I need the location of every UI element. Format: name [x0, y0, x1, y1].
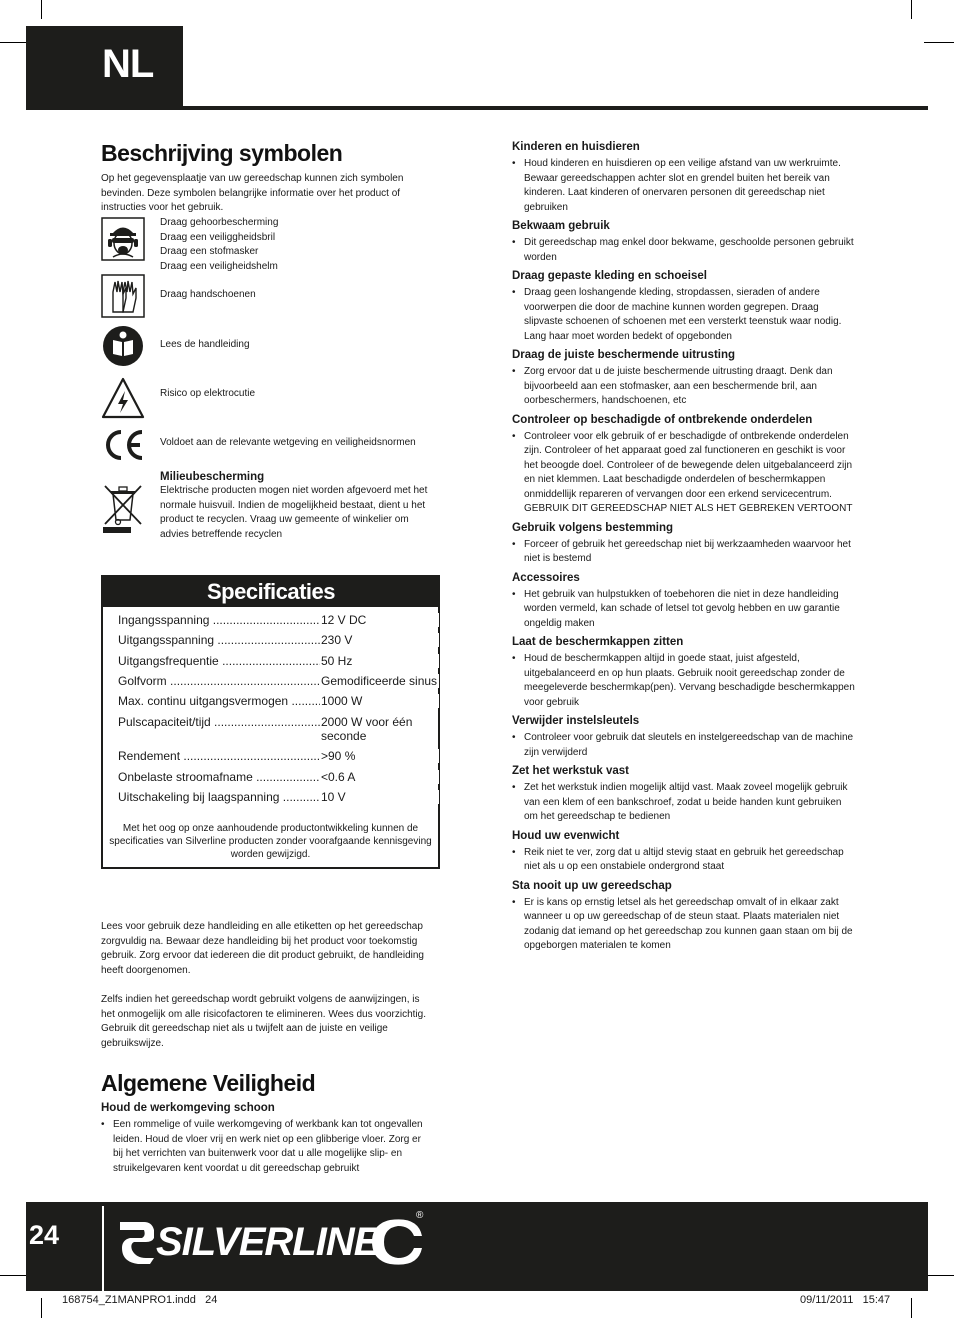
spec-label: Golfvorm .....	[118, 674, 320, 688]
safety-bullet: • Houd kinderen en huisdieren op een veilige afstand van uw werkruimte. Bewaar gereedschappen achter slot en grendel buiten het bereik van kinderen. Laat kinderen of onervaren personen dit gereedschap niet gebruiken	[512, 157, 857, 215]
intro-paragraph: Zelfs indien het gereedschap wordt gebruikt volgens de aanwijzingen, is het onmogelijk om alle risicofactoren te elimineren. Wees dus voorzichtig. Gebruik dit gereedschap niet als u twijfelt aan de juiste en veilige gebruikswijze.	[101, 994, 426, 1049]
environment-block	[160, 470, 435, 542]
specifications-title: Specificaties	[207, 579, 336, 604]
safety-heading: Sta nooit up uw gereedschap	[512, 879, 672, 892]
symbol-manual-text: Lees de handleiding	[160, 339, 250, 350]
safety-bullet: • Forceer of gebruik het gereedschap niet bij werkzaamheden waarvoor het niet is bestemd	[512, 538, 857, 567]
spec-label: Rendement .....	[118, 749, 320, 763]
language-code: NL	[102, 42, 154, 86]
safety-right-column	[512, 140, 857, 954]
spec-value: 12 V DC	[321, 613, 439, 627]
footer-divider	[102, 1206, 104, 1291]
manual-icon	[101, 324, 145, 368]
symbol-line: Draag gehoorbescherming	[160, 217, 279, 228]
spec-value: 1000 W	[321, 694, 439, 708]
environment-title: Milieubescherming	[160, 471, 265, 483]
safety-bullet: • Het gebruik van hulpstukken of toebehoren die niet in deze handleiding worden vermeld, kan schade of letsel tot gevolg hebben en uw garantie ongeldig maken	[512, 588, 857, 632]
ppe-head-icon	[101, 217, 145, 261]
safety-heading: Gebruik volgens bestemming	[512, 521, 674, 534]
header-rule	[183, 106, 928, 110]
specifications-note: Met het oog op onze aanhoudende productontwikkeling kunnen de specificaties van Silverline producten zonder voorafgaande kennisgeving worden gewijzigd.	[109, 823, 432, 860]
spec-value: Gemodificeerde sinus	[321, 674, 438, 688]
print-file-info: 168754_Z1MANPRO1.indd 24	[62, 1294, 218, 1306]
specifications-header	[103, 577, 438, 607]
safety-section	[101, 1070, 431, 1176]
safety-bullet: • Draag geen loshangende kleding, stropdassen, sieraden of andere voorwerpen die door de machine kunnen worden gegrepen. Draag slipvaste schoenen of schoenen met een versterkt teenstuk waar nodig. Lang haar moet worden bedekt of opgebonden	[512, 286, 857, 344]
symbol-electric-text: Risico op elektrocutie	[160, 388, 256, 399]
spec-label: Pulscapaciteit/tijd .....	[118, 715, 320, 729]
spec-value: 50 Hz	[321, 654, 439, 668]
safety-heading: Houd uw evenwicht	[512, 829, 620, 842]
symbols-intro: Op het gegevensplaatje van uw gereedschap kunnen zich symbolen bevinden. Deze symbolen belangrijke informatie over het product of instructies voor het gebruik.	[101, 173, 404, 213]
symbols-title: Beschrijving symbolen	[101, 140, 343, 166]
symbols-section	[101, 140, 431, 216]
safety-heading: Bekwaam gebruik	[512, 220, 610, 232]
silverline-logo	[118, 1212, 428, 1272]
brand-name: SILVERLINE	[156, 1220, 380, 1264]
spec-label: Ingangsspanning .....	[118, 613, 320, 627]
spec-label: Uitgangsfrequentie .....	[118, 654, 320, 668]
registered-mark: ®	[416, 1210, 424, 1221]
spec-label: Max. continu uitgangsvermogen .....	[118, 694, 320, 708]
symbol-line: Draag een stofmasker	[160, 246, 259, 257]
spec-value: <0.6 A	[321, 770, 439, 784]
symbol-line: Draag een veiliggheidsbril	[160, 231, 276, 243]
ce-mark-icon	[101, 423, 145, 467]
spec-value: 2000 W voor één seconde	[321, 715, 421, 743]
safety-bullet: • Dit gereedschap mag enkel door bekwame, geschoolde personen gebruikt worden	[512, 236, 857, 265]
intro-paragraph: Lees voor gebruik deze handleiding en alle etiketten op het gereedschap zorgvuldig na. Bewaar deze handleiding bij het product voor toekomstig gebruik. Zorg ervoor dat iedereen die dit product gebruikt, de handleiding heeft doorgenomen.	[101, 921, 424, 976]
electric-hazard-icon	[101, 376, 145, 420]
spec-value: 230 V	[321, 633, 439, 647]
safety-heading: Laat de beschermkappen zitten	[512, 636, 684, 648]
safety-bullet: • Zet het werkstuk indien mogelijk altijd vast. Maak zoveel mogelijk gebruik van een klem of een bankschroef, zodat u beide handen kunt gebruiken om het gereedschap te bedienen	[512, 781, 857, 825]
symbol-gloves-text: Draag handschoenen	[160, 289, 256, 300]
safety-bullet: • Controleer voor gebruik dat sleutels en instelgereedschap van de machine zijn verwijderd	[512, 731, 857, 760]
safety-heading: Verwijder instelsleutels	[512, 715, 640, 727]
crop-mark	[911, 1298, 912, 1318]
crop-mark	[41, 0, 42, 19]
safety-bullet: • Controleer voor elk gebruik of er beschadigde of ontbrekende onderdelen zijn. Controleer of het apparaat goed zal functioneren en geschikt is voor het beoogde doel. Controleer of de bewegende delen uitgebalanceerd zijn en niet klemmen. Laat beschadigde onderdelen of beschermkappen onmiddellijk repareren of vervangen door een erkend servicecentrum. GEBRUIK DIT GEREEDSCHAP NIET ALS HET GEBREKEN VERTOONT	[512, 430, 857, 517]
safety-bullet: • Houd de beschermkappen altijd in goede staat, juist afgesteld, uitgebalanceerd en op hun plaats. Gebruik nooit gereedschap zonder de meegeleverde beschermkap(pen). Vervang beschadigde beschermkappen voor gebruik	[512, 652, 857, 710]
safety-heading: Kinderen en huisdieren	[512, 141, 640, 153]
environment-text: Elektrische producten mogen niet worden afgevoerd met het normale huisvuil. Indien de mogelijkheid bestaat, dient u het product te recyclen. Vraag uw gemeente of winkelier om advies betreffende recyclen	[160, 485, 428, 540]
spec-label: Uitgangsspanning .....	[118, 633, 320, 647]
crop-mark	[41, 1298, 42, 1318]
safety-bullet: • Er is kans op ernstig letsel als het gereedschap omvalt of in elkaar zakt wanneer u op uw gereedschap of de steun staat. Plaats materialen niet zodanig dat iemand op het gereedschap zou kunnen gaan staan om bij de opgeborgen materialen te komen	[512, 896, 857, 954]
safety-bullet: • Reik niet te ver, zorg dat u altijd stevig staat en gebruik het gereedschap niet als u op een onstabiele ondergrond staat	[512, 846, 857, 875]
spec-label: Onbelaste stroomafname .....	[118, 770, 320, 784]
symbol-ppe-text	[160, 216, 278, 274]
weee-bin-icon	[101, 482, 145, 534]
safety-heading: Accessoires	[512, 571, 580, 584]
crop-mark	[924, 42, 954, 43]
spec-value: >90 %	[321, 749, 439, 763]
safety-heading: Draag gepaste kleding en schoeisel	[512, 270, 707, 282]
page-number: 24	[29, 1220, 60, 1250]
safety-heading: Zet het werkstuk vast	[512, 765, 629, 777]
symbol-line: Draag een veiligheidshelm	[160, 260, 278, 272]
safety-heading: Houd de werkomgeving schoon	[101, 1102, 275, 1114]
safety-heading: Draag de juiste beschermende uitrusting	[512, 349, 736, 361]
spec-label: Uitschakeling bij laagspanning .....	[118, 790, 320, 804]
symbol-ce-text: Voldoet aan de relevante wetgeving en veiligheidsnormen	[160, 437, 416, 448]
safety-title: Algemene Veiligheid	[101, 1070, 316, 1096]
specifications-box	[101, 575, 440, 869]
language-tab	[26, 26, 183, 110]
safety-bullet: • Zorg ervoor dat u de juiste beschermende uitrusting draagt. Denk dan bijvoorbeeld aan een stofmasker, aan een beschermende bril, aan oorbeschermers, handschoenen, etc	[512, 365, 857, 409]
safety-heading: Controleer op beschadigde of ontbrekende onderdelen	[512, 413, 813, 426]
gloves-icon	[101, 274, 145, 318]
print-date-info: 09/11/2011 15:47	[800, 1294, 891, 1306]
spec-value: 10 V	[321, 790, 439, 804]
crop-mark	[924, 1275, 954, 1276]
safety-bullet: • Een rommelige of vuile werkomgeving of werkbank kan tot ongevallen leiden. Houd de vloer vrij en werk niet op een glibberige vloer. Zorg er bij het verrichten van buitenwerk voor dat u alle mogelijke slip- en struikelgevaren kent voordat u dit gereedschap gebruikt	[101, 1118, 431, 1176]
crop-mark	[911, 0, 912, 19]
